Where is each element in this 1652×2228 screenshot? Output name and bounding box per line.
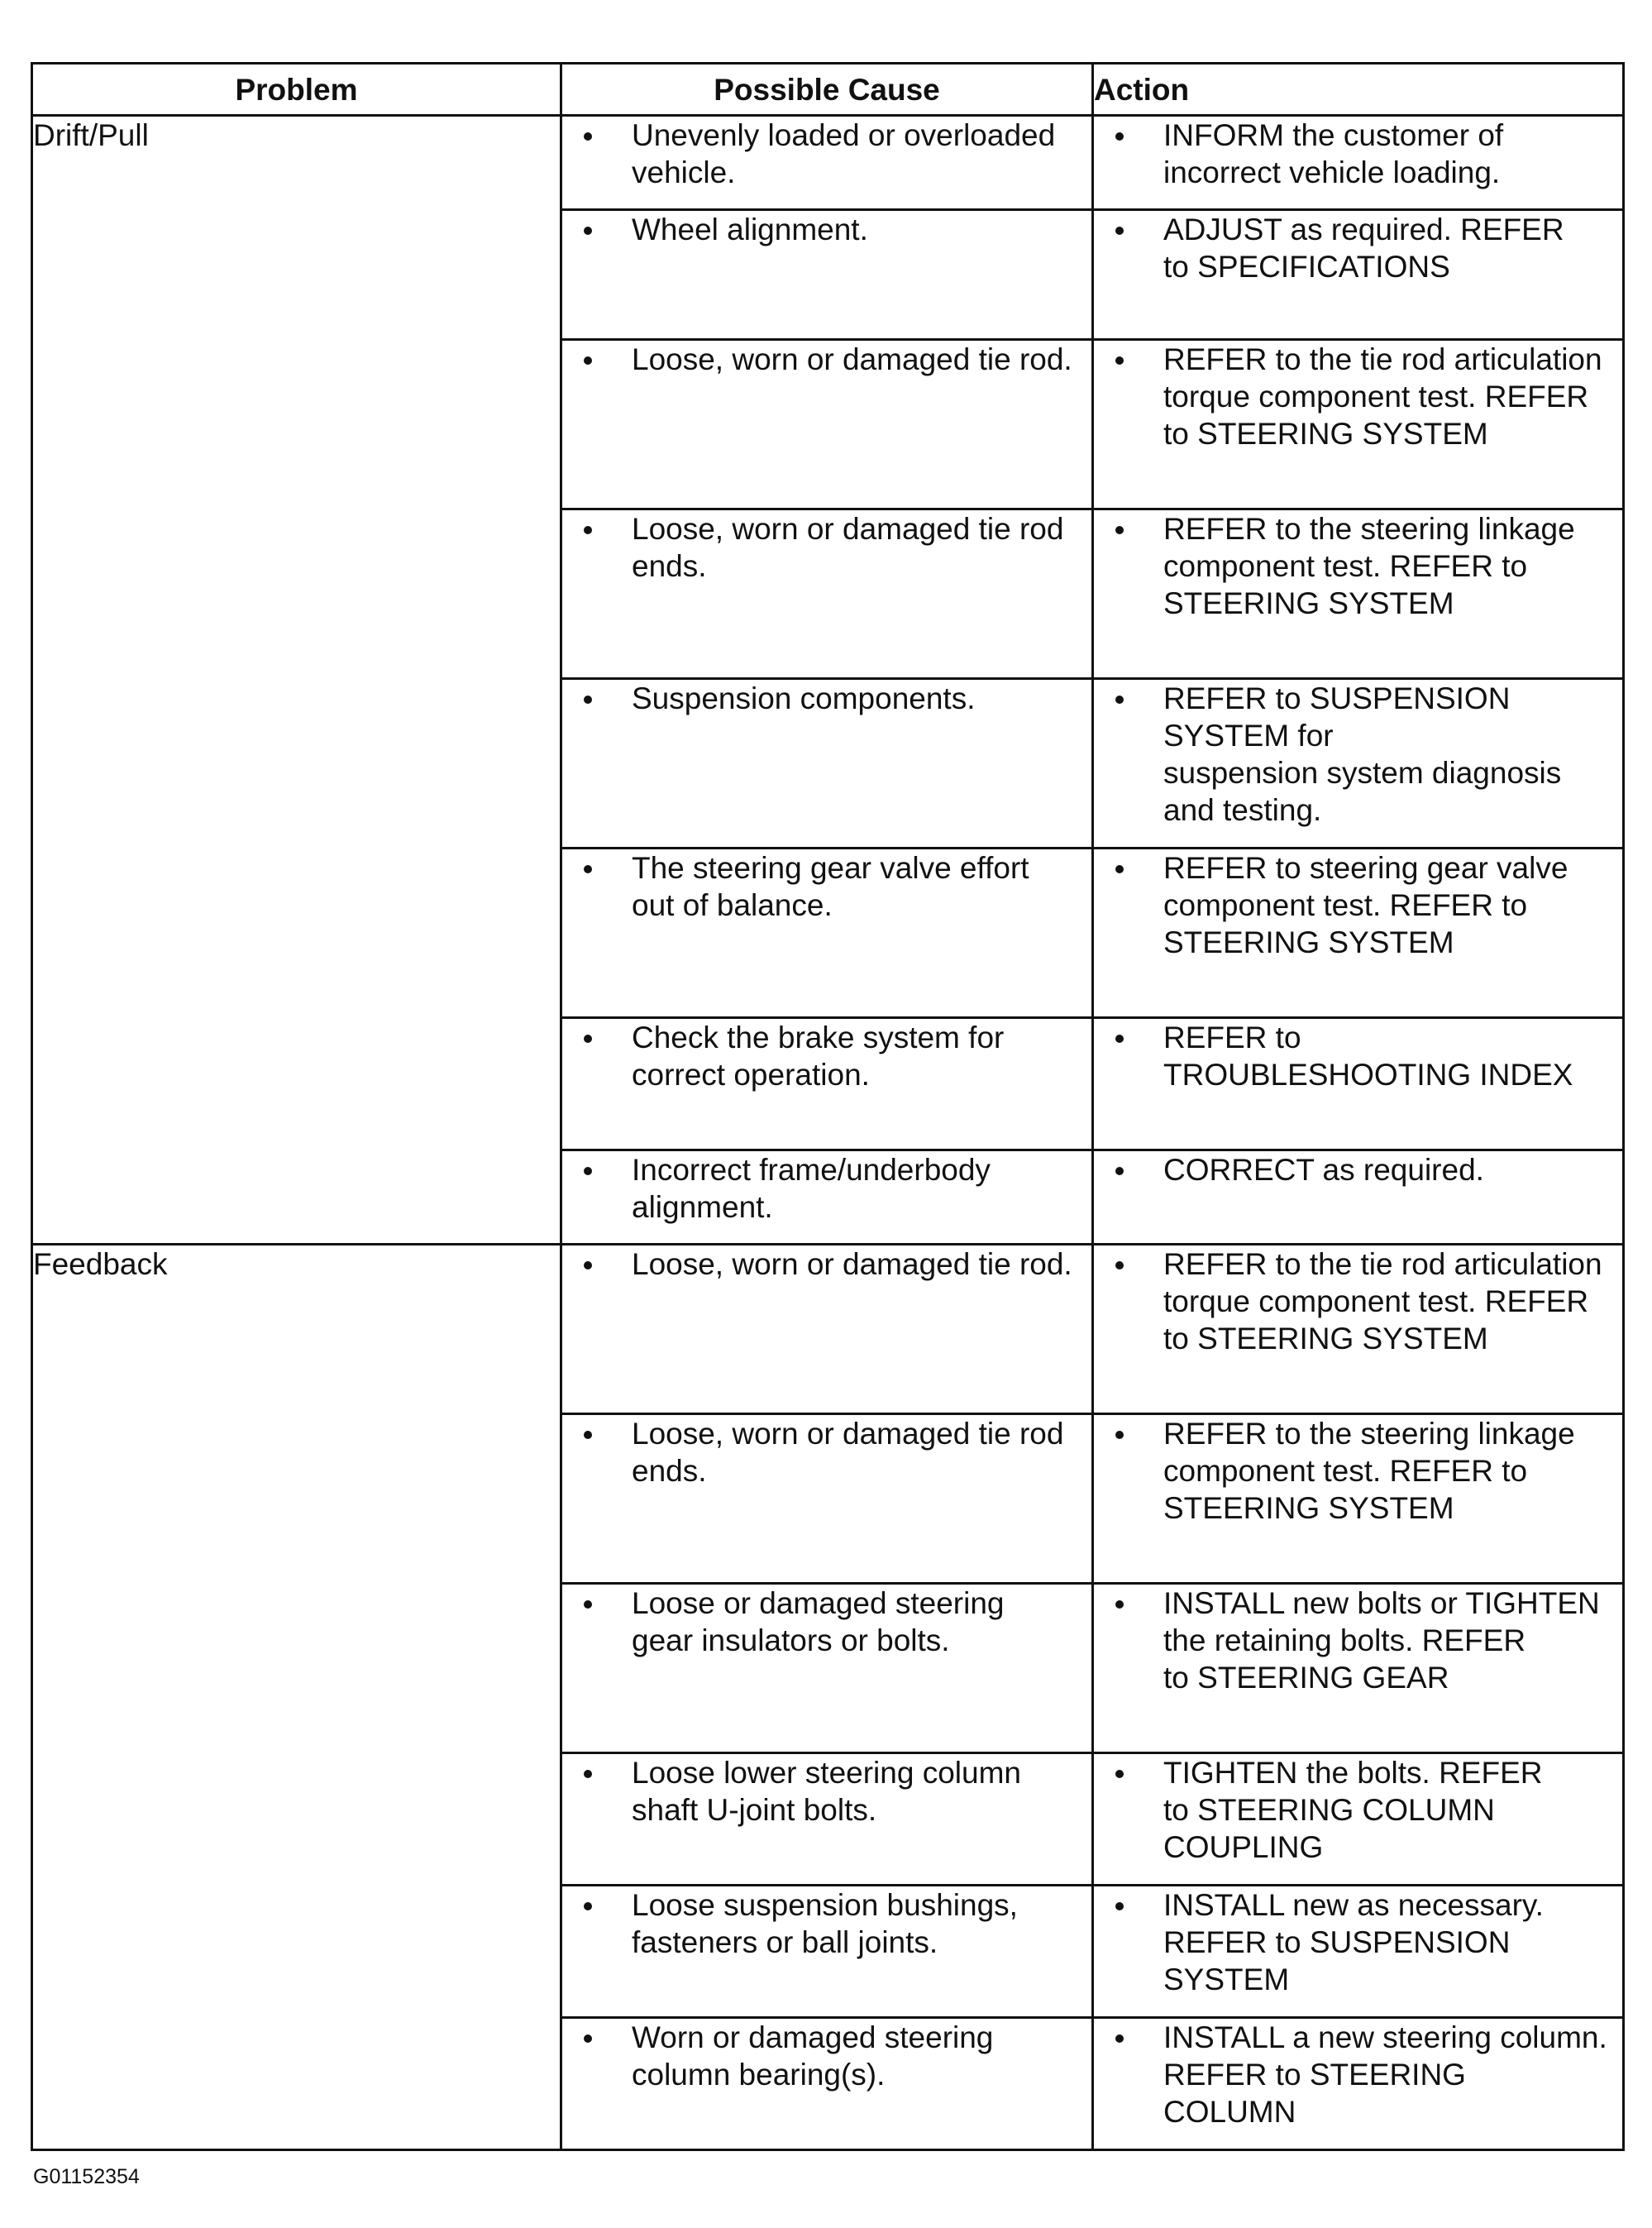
action-cell [1093,849,1624,1018]
bullet-icon [562,1019,632,1056]
bullet-icon [562,2019,632,2056]
bullet-icon [1094,1754,1163,1791]
action-text: REFER to the tie rod articulation torque component test. REFER to STEERING SYSTEM [1163,1247,1602,1355]
action-text: ADJUST as required. REFER to SPECIFICATIONS [1163,213,1564,284]
bullet-icon [1094,1415,1163,1452]
bullet-icon [1094,680,1163,717]
bullet-icon [562,1585,632,1622]
action-text: REFER to SUSPENSION SYSTEM for suspension system diagnosis and testing. [1163,681,1562,827]
action-text: REFER to the steering linkage component test. REFER to STEERING SYSTEM [1163,512,1575,620]
action-cell [1093,1886,1624,2018]
bullet-icon [1094,341,1163,378]
action-text: TIGHTEN the bolts. REFER to STEERING COLUMN COUPLING [1163,1756,1543,1864]
possible-cause-cell [561,679,1093,849]
action-cell [1093,1753,1624,1886]
bullet-icon [1094,117,1163,154]
bullet-icon [562,1151,632,1188]
action-cell [1093,1245,1624,1414]
action-cell [1093,1150,1624,1245]
possible-cause-cell [561,116,1093,210]
header-possible-cause: Possible Cause [561,64,1093,116]
possible-cause-cell [561,509,1093,679]
header-action: Action [1093,64,1624,116]
bullet-icon [562,510,632,547]
action-cell [1093,1018,1624,1150]
bullet-icon [562,680,632,717]
possible-cause-cell [561,1584,1093,1753]
bullet-icon [1094,2019,1163,2056]
bullet-icon [1094,849,1163,887]
action-text: INSTALL new bolts or TIGHTEN the retaining bolts. REFER to STEERING GEAR [1163,1586,1600,1695]
possible-cause-cell [561,1245,1093,1414]
action-cell [1093,116,1624,210]
bullet-icon [1094,1585,1163,1622]
action-cell [1093,1584,1624,1753]
possible-cause-text: Unevenly loaded or overloaded vehicle. [632,118,1056,189]
bullet-icon [1094,1245,1163,1283]
problem-cell [32,116,561,1245]
action-cell [1093,210,1624,340]
possible-cause-text: Loose lower steering column shaft U-joint bolts. [632,1756,1021,1827]
action-cell [1093,2018,1624,2150]
bullet-icon [562,117,632,154]
action-cell [1093,340,1624,509]
possible-cause-cell [561,1018,1093,1150]
bullet-icon [562,849,632,887]
action-text: INSTALL a new steering column. REFER to STEERING COLUMN [1163,2020,1607,2129]
bullet-icon [1094,1019,1163,1056]
possible-cause-cell [561,2018,1093,2150]
bullet-icon [1094,1151,1163,1188]
bullet-icon [562,341,632,378]
possible-cause-text: Check the brake system for correct operation. [632,1021,1005,1092]
bullet-icon [1094,211,1163,248]
possible-cause-text: The steering gear valve effort out of balance. [632,851,1029,922]
action-text: REFER to steering gear valve component test. REFER to STEERING SYSTEM [1163,851,1568,959]
action-text: INSTALL new as necessary. REFER to SUSPENSION SYSTEM [1163,1888,1544,1996]
bullet-icon [562,1415,632,1452]
possible-cause-text: Incorrect frame/underbody alignment. [632,1153,991,1224]
bullet-icon [562,1886,632,1924]
table-body [32,116,1624,2150]
possible-cause-text: Loose or damaged steering gear insulators or bolts. [632,1586,1005,1657]
possible-cause-text: Loose, worn or damaged tie rod. [632,1247,1072,1281]
possible-cause-text: Loose suspension bushings, fasteners or ball joints. [632,1888,1018,1959]
possible-cause-cell [561,1414,1093,1584]
action-cell [1093,679,1624,849]
problem-label: Drift/Pull [33,118,149,152]
possible-cause-text: Loose, worn or damaged tie rod ends. [632,1417,1064,1488]
action-text: INFORM the customer of incorrect vehicle loading. [1163,118,1504,189]
possible-cause-text: Wheel alignment. [632,213,868,246]
bullet-icon [1094,1886,1163,1924]
table-row [32,116,1624,210]
possible-cause-text: Suspension components. [632,681,976,715]
bullet-icon [562,211,632,248]
figure-id: G01152354 [33,2165,140,2188]
action-text: REFER to TROUBLESHOOTING INDEX [1163,1021,1573,1092]
bullet-icon [1094,510,1163,547]
possible-cause-text: Loose, worn or damaged tie rod ends. [632,512,1064,583]
action-cell [1093,509,1624,679]
possible-cause-cell [561,1753,1093,1886]
table-row [32,1245,1624,1414]
possible-cause-text: Worn or damaged steering column bearing(s). [632,2020,994,2092]
header-row [32,64,1624,116]
possible-cause-cell [561,849,1093,1018]
action-text: CORRECT as required. [1163,1153,1484,1187]
possible-cause-cell [561,340,1093,509]
possible-cause-cell [561,1150,1093,1245]
possible-cause-text: Loose, worn or damaged tie rod. [632,342,1072,376]
bullet-icon [562,1245,632,1283]
bullet-icon [562,1754,632,1791]
possible-cause-cell [561,1886,1093,2018]
header-problem: Problem [32,64,561,116]
action-text: REFER to the tie rod articulation torque component test. REFER to STEERING SYSTEM [1163,342,1602,451]
possible-cause-cell [561,210,1093,340]
action-text: REFER to the steering linkage component test. REFER to STEERING SYSTEM [1163,1417,1575,1525]
problem-cell [32,1245,561,2150]
problem-label: Feedback [33,1247,168,1281]
action-cell [1093,1414,1624,1584]
diagnosis-table [31,62,1625,2151]
